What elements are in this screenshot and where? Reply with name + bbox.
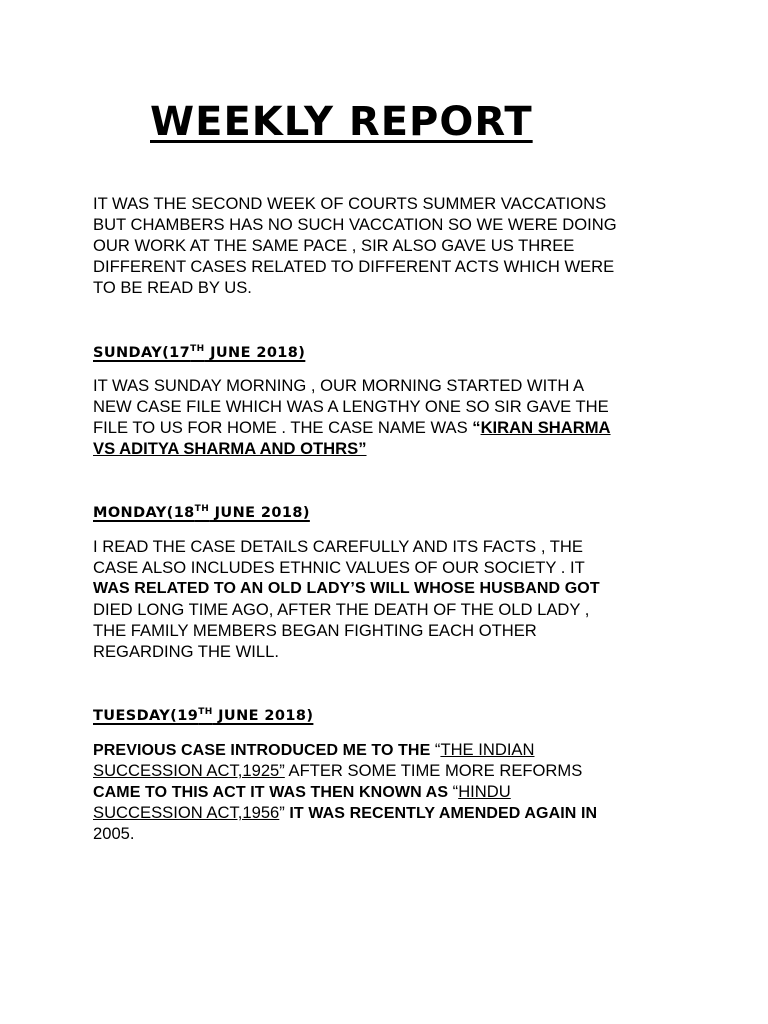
monday-line: I READ THE CASE DETAILS CAREFULLY AND ITS FACTS , THE (93, 537, 583, 556)
intro-paragraph (93, 193, 617, 298)
tuesday-line: 2005. (93, 824, 135, 843)
intro-line: DIFFERENT CASES RELATED TO DIFFERENT ACTS WHICH WERE (93, 257, 615, 276)
act-name: SUCCESSION ACT,1956 (93, 803, 280, 822)
sunday-line: NEW CASE FILE WHICH WAS A LENGTHY ONE SO SIR GAVE THE (93, 397, 609, 416)
tuesday-paragraph (93, 739, 597, 844)
sunday-heading: SUNDAY(17TH JUNE 2018) (93, 344, 306, 361)
monday-line: REGARDING THE WILL. (93, 642, 279, 661)
intro-line: IT WAS THE SECOND WEEK OF COURTS SUMMER VACCATIONS (93, 194, 607, 213)
intro-line: OUR WORK AT THE SAME PACE , SIR ALSO GAVE US THREE (93, 236, 575, 255)
tuesday-line: PREVIOUS CASE INTRODUCED ME TO THE “THE INDIAN (93, 740, 535, 759)
tuesday-line: SUCCESSION ACT,1925” AFTER SOME TIME MORE REFORMS (93, 761, 583, 780)
sunday-line (93, 438, 611, 459)
intro-line: BUT CHAMBERS HAS NO SUCH VACCATION SO WE WERE DOING (93, 215, 617, 234)
monday-line: WAS RELATED TO AN OLD LADY’S WILL WHOSE HUSBAND GOT (93, 580, 600, 597)
sunday-paragraph (93, 375, 611, 459)
sunday-line: FILE TO US FOR HOME . THE CASE NAME WAS “KIRAN SHARMA (93, 418, 611, 437)
tuesday-line: CAME TO THIS ACT IT WAS THEN KNOWN AS “HINDU (93, 782, 511, 801)
case-name: KIRAN SHARMA (480, 418, 611, 437)
act-name: SUCCESSION ACT,1925” (93, 761, 285, 780)
act-name: THE INDIAN (440, 740, 535, 759)
case-name: VS ADITYA SHARMA AND OTHRS” (93, 439, 367, 458)
monday-heading: MONDAY(18TH JUNE 2018) (93, 504, 310, 521)
tuesday-line: SUCCESSION ACT,1956” IT WAS RECENTLY AMENDED AGAIN IN (93, 803, 598, 822)
monday-line: THE FAMILY MEMBERS BEGAN FIGHTING EACH OTHER (93, 621, 537, 640)
sunday-line: IT WAS SUNDAY MORNING , OUR MORNING STARTED WITH A (93, 376, 585, 395)
monday-paragraph (93, 536, 600, 662)
act-name: HINDU (458, 782, 511, 801)
tuesday-heading: TUESDAY(19TH JUNE 2018) (93, 707, 314, 724)
intro-line: TO BE READ BY US. (93, 278, 252, 297)
monday-line: CASE ALSO INCLUDES ETHNIC VALUES OF OUR SOCIETY . IT (93, 558, 585, 577)
page-title: WEEKLY REPORT (150, 99, 533, 145)
monday-line: DIED LONG TIME AGO, AFTER THE DEATH OF THE OLD LADY , (93, 600, 590, 619)
